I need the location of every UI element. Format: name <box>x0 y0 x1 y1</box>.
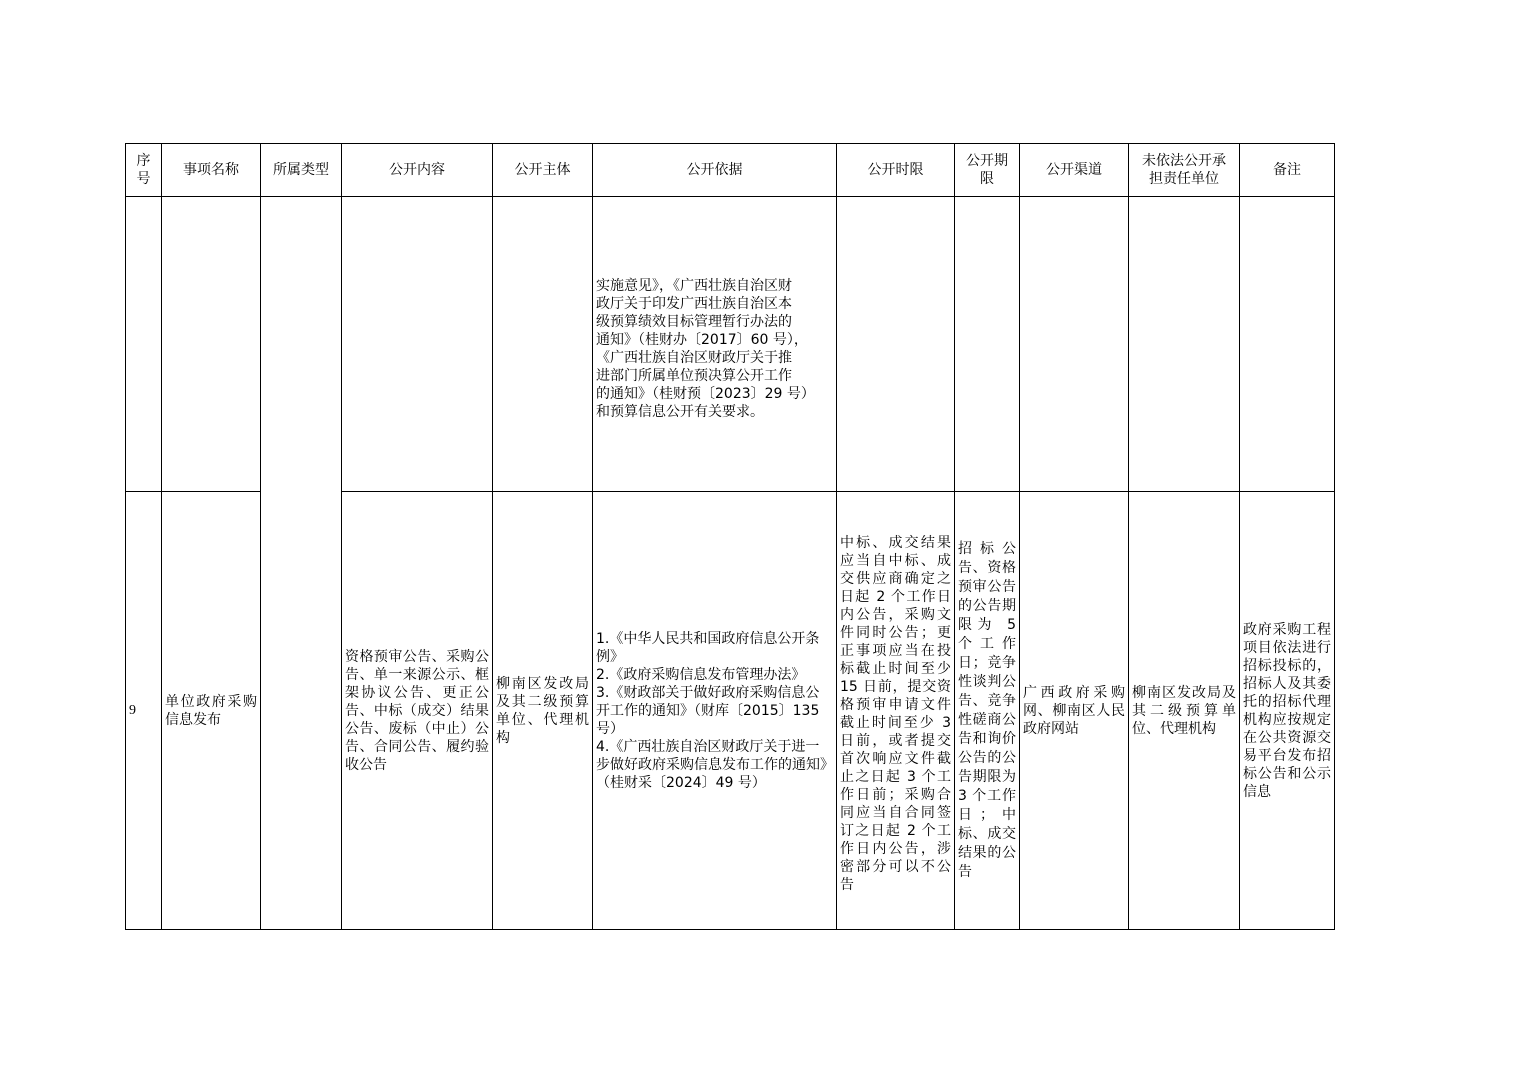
cell-period: 招标公告、资格预审公告的公告期限为 5 个工作日；竞争性谈判公告、竞争性磋商公告和询价公告的公告期限为 3 个工作日；中标、成交结果的公告 <box>955 492 1020 930</box>
cell-channel <box>1020 197 1129 492</box>
basis-line: 级预算绩效目标管理暂行办法的 <box>596 314 792 330</box>
cell-basis <box>593 492 837 930</box>
header-period: 公开期限 <box>955 144 1020 197</box>
cell-remark <box>1240 197 1335 492</box>
cell-time-limit <box>837 197 955 492</box>
header-type: 所属类型 <box>261 144 342 197</box>
header-responsible: 未依法公开承担责任单位 <box>1129 144 1240 197</box>
header-subject: 公开主体 <box>493 144 593 197</box>
cell-name <box>162 197 261 492</box>
cell-seq: 9 <box>126 492 162 930</box>
basis-line: 政厅关于印发广西壮族自治区本 <box>596 296 792 312</box>
header-name: 事项名称 <box>162 144 261 197</box>
cell-period <box>955 197 1020 492</box>
cell-name: 单位政府采购信息发布 <box>162 492 261 930</box>
header-remark: 备注 <box>1240 144 1335 197</box>
cell-content: 资格预审公告、采购公告、单一来源公示、框架协议公告、更正公告、中标（成交）结果公告、废标（中止）公告、合同公告、履约验收公告 <box>342 492 493 930</box>
basis-item: 2.《政府采购信息发布管理办法》 <box>596 666 806 683</box>
cell-time-limit: 中标、成交结果应当自中标、成交供应商确定之日起 2 个工作日内公告，采购文件同时公告；更正事项应当在投标截止时间至少 15 日前，提交资格预审申请文件截止时间至少 3 日前，或者提交首次响应文件截止之日起 3 个工作日前；采购合同应当自合同签订之日起 2 个工作日内公告，涉密部分可以不公告 <box>837 492 955 930</box>
header-basis: 公开依据 <box>593 144 837 197</box>
basis-line: 实施意见》，《广西壮族自治区财 <box>596 278 792 294</box>
basis-line: 进部门所属单位预决算公开工作 <box>596 368 792 384</box>
cell-seq <box>126 197 162 492</box>
table-row <box>126 197 1335 492</box>
cell-subject <box>493 197 593 492</box>
basis-line: 通知》（桂财办〔2017〕60 号）， <box>596 332 808 348</box>
basis-item: 1.《中华人民共和国政府信息公开条例》 <box>596 630 820 665</box>
cell-channel: 广西政府采购网、柳南区人民政府网站 <box>1020 492 1129 930</box>
cell-responsible <box>1129 197 1240 492</box>
cell-content <box>342 197 493 492</box>
cell-basis <box>593 197 837 492</box>
basis-line: 《广西壮族自治区财政厅关于推 <box>596 350 792 366</box>
header-row <box>126 144 1335 197</box>
basis-item: 4.《广西壮族自治区财政厅关于进一步做好政府采购信息发布工作的通知》（桂财采〔2024〕49 号） <box>596 738 827 791</box>
header-content: 公开内容 <box>342 144 493 197</box>
header-channel: 公开渠道 <box>1020 144 1129 197</box>
cell-remark: 政府采购工程项目依法进行招标投标的，招标人及其委托的招标代理机构应按规定在公共资源交易平台发布招标公告和公示信息 <box>1240 492 1335 930</box>
cell-type <box>261 197 342 930</box>
header-seq: 序号 <box>126 144 162 197</box>
header-time-limit: 公开时限 <box>837 144 955 197</box>
basis-item: 3.《财政部关于做好政府采购信息公开工作的通知》（财库〔2015〕135 号） <box>596 684 820 737</box>
basis-line: 和预算信息公开有关要求。 <box>596 404 764 420</box>
cell-subject: 柳南区发改局及其二级预算单位、代理机构 <box>493 492 593 930</box>
disclosure-table <box>125 143 1335 930</box>
cell-responsible: 柳南区发改局及其二级预算单位、代理机构 <box>1129 492 1240 930</box>
basis-line: 的通知》（桂财预〔2023〕29 号） <box>596 386 815 402</box>
